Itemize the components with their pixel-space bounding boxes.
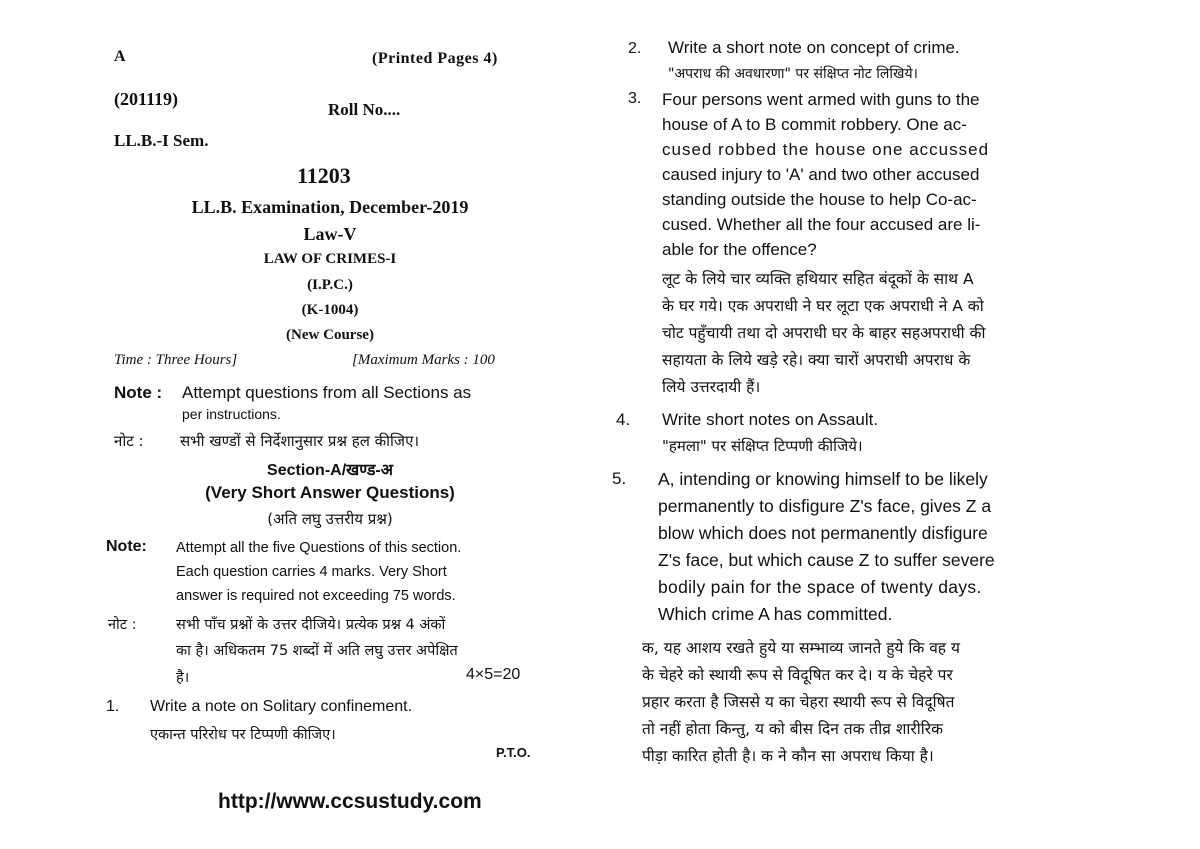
question-3-english-line-1: Four persons went armed with guns to the <box>662 90 980 109</box>
paper-code: (201119) <box>114 89 179 109</box>
note-label: Note : <box>114 383 163 402</box>
question-5-english-line-1: A, intending or knowing himself to be likely <box>658 469 988 489</box>
question-2-hindi: "अपराध की अवधारणा" पर संक्षिप्त नोट लिखिये। <box>668 66 918 82</box>
section-note-line-1: Attempt all the five Questions of this section. <box>176 540 462 556</box>
paper-number: 11203 <box>297 163 351 188</box>
section-note-hindi-line-1: सभी पाँच प्रश्नों के उत्तर दीजिये। प्रत्येक प्रश्न 4 अंकों <box>176 617 446 633</box>
question-3-number: 3. <box>628 90 642 107</box>
section-note-hindi-line-3: है। <box>176 670 190 686</box>
paper-name: LAW OF CRIMES-I <box>263 251 397 267</box>
question-1-hindi: एकान्त परिरोध पर टिप्पणी कीजिए। <box>150 727 336 743</box>
question-1-number: 1. <box>106 698 120 715</box>
question-3-hindi-line-1: लूट के लिये चार व्यक्ति हथियार सहित बंदूकों के साथ A <box>662 270 974 288</box>
question-5-hindi-line-3: प्रहार करता है जिससे य का चेहरा स्थायी रूप से विदूषित <box>642 693 955 711</box>
question-4-number: 4. <box>616 410 631 429</box>
question-3-hindi-line-5: लिये उत्तरदायी हैं। <box>662 378 761 396</box>
course-type: (New Course) <box>286 327 374 343</box>
note-hindi-text: सभी खण्डों से निर्देशानुसार प्रश्न हल कीजिए। <box>180 432 420 450</box>
question-2-english: Write a short note on concept of crime. <box>668 38 960 57</box>
section-note-label: Note: <box>106 538 147 555</box>
question-5-hindi-line-1: क, यह आशय रखते हुये या सम्भाव्य जानते हुये कि वह य <box>642 639 960 657</box>
section-subtitle-hindi: (अति लघु उत्तरीय प्रश्न) <box>267 510 393 528</box>
pto: P.T.O. <box>496 745 531 760</box>
question-5-english-line-2: permanently to disfigure Z's face, gives Z a <box>658 496 992 516</box>
question-5-hindi-line-4: तो नहीं होता किन्तु, य को बीस दिन तक तीव्र शारीरिक <box>642 720 943 738</box>
question-3-english-line-4: caused injury to 'A' and two other accused <box>662 165 980 184</box>
act-name: (I.P.C.) <box>307 277 353 293</box>
printed-pages: (Printed Pages 4) <box>372 50 498 67</box>
time-allowed: Time : Three Hours] <box>114 352 238 368</box>
question-5-number: 5. <box>612 469 627 488</box>
exam-title: LL.B. Examination, December-2019 <box>191 197 469 217</box>
question-3-english-line-5: standing outside the house to help Co-ac- <box>662 190 977 209</box>
roll-no: Roll No.... <box>328 100 401 119</box>
section-note-line-3: answer is required not exceeding 75 words. <box>176 588 456 604</box>
question-3-english-line-7: able for the offence? <box>662 240 817 259</box>
question-3-english-line-3: cused robbed the house one accussed <box>662 140 990 159</box>
question-5-english-line-6: Which crime A has committed. <box>658 604 893 624</box>
course-code: (K-1004) <box>301 302 359 318</box>
question-4-english: Write short notes on Assault. <box>662 410 879 429</box>
maximum-marks: [Maximum Marks : 100 <box>352 352 495 368</box>
section-note-hindi-label: नोट : <box>108 617 137 633</box>
section-note-hindi-line-2: का है। अधिकतम 75 शब्दों में अति लघु उत्तर अपेक्षित <box>176 643 458 659</box>
question-2-number: 2. <box>628 40 642 57</box>
question-5-hindi-line-5: पीड़ा कारित होती है। क ने कौन सा अपराध किया है। <box>642 747 934 765</box>
section-title: Section-A/खण्ड-अ <box>267 462 393 479</box>
note-text-line-2: per instructions. <box>182 406 281 422</box>
question-3-hindi-line-2: के घर गये। एक अपराधी ने घर लूटा एक अपराधी ने A को <box>662 297 984 315</box>
subject: Law-V <box>303 224 357 244</box>
question-3-english-line-2: house of A to B commit robbery. One ac- <box>662 115 967 134</box>
question-5-hindi-line-2: के चेहरे को स्थायी रूप से विदूषित कर दे। य के चेहरे पर <box>642 666 953 684</box>
left-column <box>100 0 560 849</box>
semester: LL.B.-I Sem. <box>114 131 209 150</box>
question-1-english: Write a note on Solitary confinement. <box>150 698 413 715</box>
website-link[interactable]: http://www.ccsustudy.com <box>218 790 482 813</box>
question-3-hindi-line-3: चोट पहुँचायी तथा दो अपराधी घर के बाहर सहअपराधी की <box>662 324 986 342</box>
question-5-english-line-3: blow which does not permanently disfigure <box>658 523 988 543</box>
question-4-hindi: "हमला" पर संक्षिप्त टिप्पणी कीजिये। <box>662 437 863 455</box>
question-5-english-line-4: Z's face, but which cause Z to suffer severe <box>658 550 995 570</box>
series-letter: A <box>114 48 126 65</box>
question-5-english-line-5: bodily pain for the space of twenty days. <box>658 577 982 597</box>
section-subtitle: (Very Short Answer Questions) <box>205 483 455 502</box>
question-3-english-line-6: cused. Whether all the four accused are li- <box>662 215 981 234</box>
section-note-line-2: Each question carries 4 marks. Very Short <box>176 564 447 580</box>
note-text-line-1: Attempt questions from all Sections as <box>182 383 472 402</box>
right-column <box>610 0 1110 849</box>
question-3-hindi-line-4: सहायता के लिये खड़े रहे। क्या चारों अपराधी अपराध के <box>662 351 971 369</box>
note-hindi-label: नोट : <box>114 432 144 450</box>
marks-scheme: 4×5=20 <box>466 666 521 683</box>
